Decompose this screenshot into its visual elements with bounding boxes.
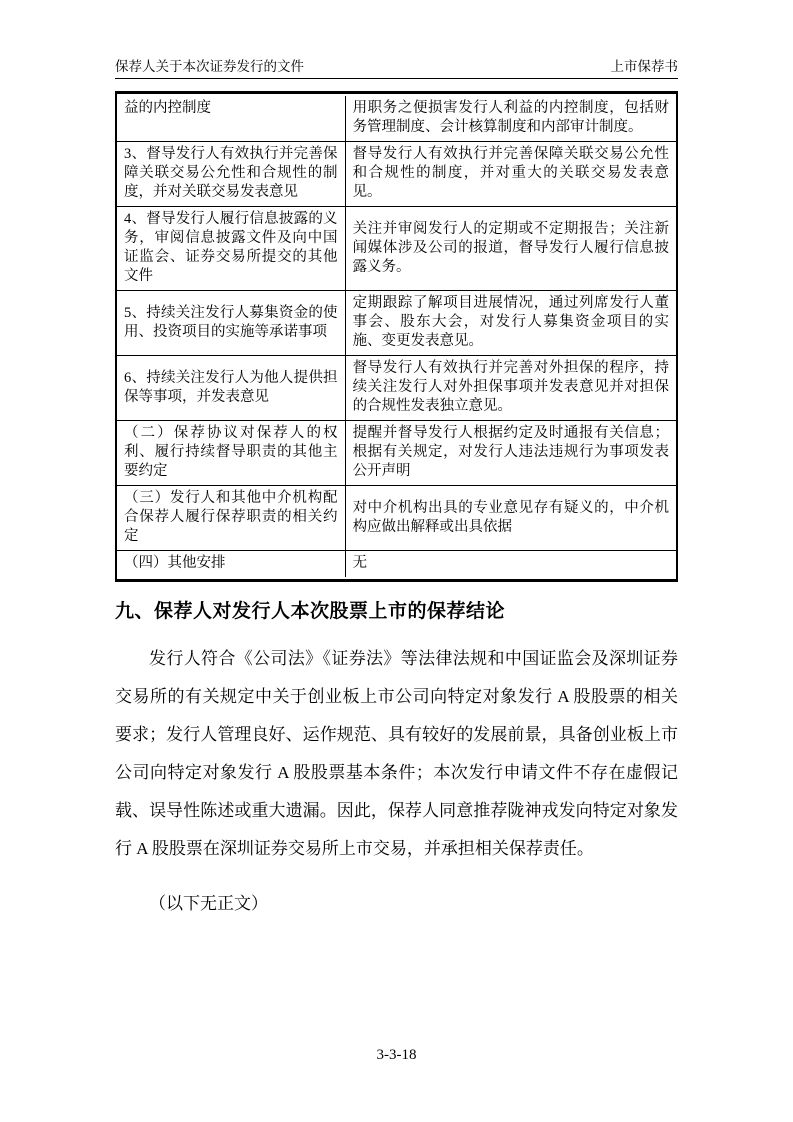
table-row — [117, 142, 676, 207]
table-row — [117, 356, 676, 421]
duty-table-container — [115, 91, 678, 582]
duty-detail-cell: 提醒并督导发行人根据约定及时通报有关信息；根据有关规定，对发行人违法违规行为事项发表公开声明 — [345, 421, 676, 486]
table-row — [117, 291, 676, 356]
table-row — [117, 551, 676, 578]
conclusion-paragraph: 发行人符合《公司法》《证券法》等法律法规和中国证监会及深圳证券交易所的有关规定中关于创业板上市公司向特定对象发行 A 股股票的相关要求；发行人管理良好、运作规范、具有较好的发展前景，具备创业板上市公司向特定对象发行 A 股股票基本条件；本次发行申请文件不存在虚假记载、误导性陈述或重大遗漏。因此，保荐人同意推荐陇神戎发向特定对象发行 A 股股票在深圳证券交易所上市交易，并承担相关保荐责任。 — [115, 649, 678, 858]
table-row — [117, 486, 676, 551]
duty-detail-cell: 对中介机构出具的专业意见存有疑义的，中介机构应做出解释或出具依据 — [345, 486, 676, 551]
page-header — [115, 0, 678, 79]
closing-note: （以下无正文） — [149, 894, 268, 913]
section-heading: 九、保荐人对发行人本次股票上市的保荐结论 — [115, 601, 506, 622]
duty-item-cell: 4、督导发行人履行信息披露的义务，审阅信息披露文件及向中国证监会、证券交易所提交的其他文件 — [117, 207, 345, 291]
duty-detail-cell: 关注并审阅发行人的定期或不定期报告；关注新闻媒体涉及公司的报道，督导发行人履行信息披露义务。 — [345, 207, 676, 291]
duty-detail-cell: 无 — [345, 551, 676, 578]
duty-item-cell: （四）其他安排 — [117, 551, 345, 578]
duty-detail-cell: 定期跟踪了解项目进展情况，通过列席发行人董事会、股东大会，对发行人募集资金项目的实施、变更发表意见。 — [345, 291, 676, 356]
sponsorship-duty-table — [117, 96, 676, 577]
duty-item-cell: 3、督导发行人有效执行并完善保障关联交易公允性和合规性的制度，并对关联交易发表意见 — [117, 142, 345, 207]
duty-item-cell: 5、持续关注发行人募集资金的使用、投资项目的实施等承诺事项 — [117, 291, 345, 356]
table-row — [117, 421, 676, 486]
table-row — [117, 96, 676, 142]
header-right-title: 上市保荐书 — [610, 59, 678, 74]
duty-item-cell: 6、持续关注发行人为他人提供担保等事项，并发表意见 — [117, 356, 345, 421]
duty-item-cell: 益的内控制度 — [117, 96, 345, 142]
header-left-title: 保荐人关于本次证券发行的文件 — [115, 59, 304, 74]
table-row — [117, 207, 676, 291]
duty-detail-cell: 督导发行人有效执行并完善保障关联交易公允性和合规性的制度，并对重大的关联交易发表意见。 — [345, 142, 676, 207]
duty-detail-cell: 用职务之便损害发行人利益的内控制度，包括财务管理制度、会计核算制度和内部审计制度。 — [345, 96, 676, 142]
duty-item-cell: （三）发行人和其他中介机构配合保荐人履行保荐职责的相关约定 — [117, 486, 345, 551]
duty-detail-cell: 督导发行人有效执行并完善对外担保的程序，持续关注发行人对外担保事项并发表意见并对担保的合规性发表独立意见。 — [345, 356, 676, 421]
page-number: 3-3-18 — [376, 1047, 417, 1063]
duty-item-cell: （二）保荐协议对保荐人的权利、履行持续督导职责的其他主要约定 — [117, 421, 345, 486]
